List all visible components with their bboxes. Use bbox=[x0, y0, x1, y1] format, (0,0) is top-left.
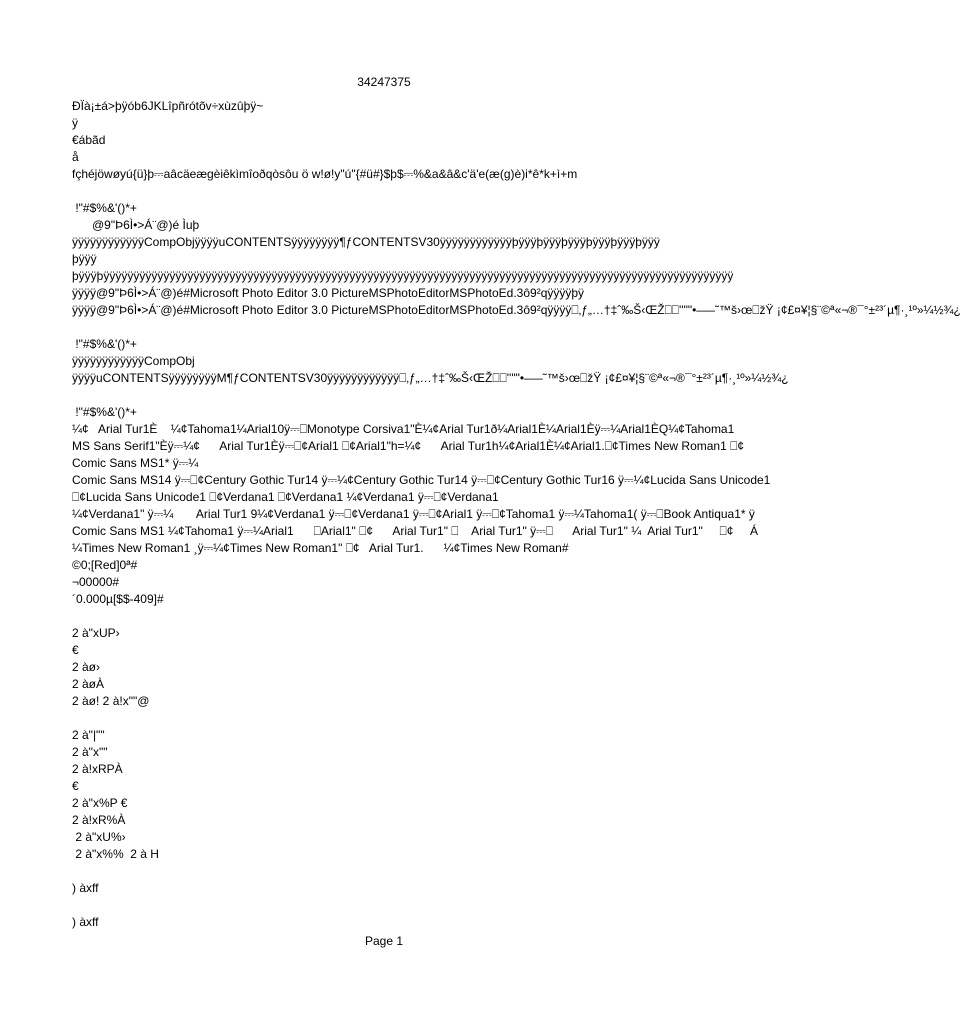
text-line: ¼Times New Roman1 ¸ÿ⎓¼¢Times New Roman1" ⎕¢ Arial Tur1. ¼¢Times New Roman# bbox=[72, 541, 569, 555]
text-line: 2 à!xR%À bbox=[72, 813, 126, 827]
blank-line bbox=[72, 319, 768, 336]
blank-line bbox=[72, 608, 768, 625]
text-line: 2 àø! 2 à!x""@ bbox=[72, 694, 150, 708]
text-line: ¬00000# bbox=[72, 575, 120, 589]
text-line: 2 àøÀ bbox=[72, 677, 105, 691]
blank-line bbox=[72, 183, 768, 200]
text-line: !"#$%&'()*+ bbox=[72, 201, 137, 215]
text-line: ¼¢ Arial Tur1È ¼¢Tahoma1¼Arial10ÿ⎓⎕Monotype Corsiva1"È¼¢Arial Tur1ð¼Arial1È¼Arial1Èÿ⎓¼Arial1ÈQ¼¢Tahoma1 bbox=[72, 422, 735, 436]
text-line: 2 à"x"" bbox=[72, 745, 108, 759]
text-line: þÿÿÿ bbox=[72, 252, 97, 266]
blank-line bbox=[72, 387, 768, 404]
text-line: å bbox=[72, 150, 79, 164]
text-line: 2 à"|"" bbox=[72, 728, 105, 742]
text-line: ÿÿÿÿ@9"Þ6Ì•>Á¨@)é#Microsoft Photo Editor 3.0 PictureMSPhotoEditorMSPhotoEd.3ô9²qÿÿÿÿ⎕‚ƒ„…†‡ˆ‰Š‹ŒŽ⎕⎕''""•–—˜™š›œ⎕žŸ ¡¢£¤¥¦§¨©ª«¬®¯°±²³´µ¶·¸¹º»¼½¾¿ bbox=[72, 303, 961, 317]
text-line: 2 à"xU%› bbox=[72, 830, 126, 844]
blank-line bbox=[72, 863, 768, 880]
text-line: Comic Sans MS14 ÿ⎓⎕¢Century Gothic Tur14 ÿ⎓¼¢Century Gothic Tur14 ÿ⎓⎕¢Century Gothic Tur16 ÿ⎓¼¢Lucida Sans Unicode1 bbox=[72, 473, 771, 487]
text-line: € bbox=[72, 643, 79, 657]
text-line: ⎕¢Lucida Sans Unicode1 ⎕¢Verdana1 ⎕¢Verdana1 ¼¢Verdana1 ÿ⎓⎕¢Verdana1 bbox=[72, 490, 499, 504]
page-header: 34247375 bbox=[357, 75, 411, 89]
text-line: !"#$%&'()*+ bbox=[72, 405, 137, 419]
text-line: ÿ bbox=[72, 116, 78, 130]
text-line: € bbox=[72, 779, 79, 793]
text-line: Comic Sans MS1* ÿ⎓¼ bbox=[72, 456, 199, 470]
text-line: !"#$%&'()*+ bbox=[72, 337, 137, 351]
text-line: ) àxff bbox=[72, 915, 99, 929]
text-line: 2 à"xUP› bbox=[72, 626, 120, 640]
document-body bbox=[72, 98, 961, 931]
text-line: 2 àø› bbox=[72, 660, 101, 674]
text-line: 2 à"x%% 2 à H bbox=[72, 847, 159, 861]
text-line: MS Sans Serif1"Èÿ⎓¼¢ Arial Tur1Èÿ⎓⎕¢Arial1 ⎕¢Arial1"h=¼¢ Arial Tur1h¼¢Arial1È¼¢Arial1.⎕¢Times New Roman1 ⎕¢ bbox=[72, 439, 744, 453]
text-line: ) àxff bbox=[72, 881, 99, 895]
text-line: ÿÿÿÿuCONTENTSÿÿÿÿÿÿÿÿM¶ƒCONTENTSV30ÿÿÿÿÿÿÿÿÿÿÿÿ⎕‚ƒ„…†‡ˆ‰Š‹ŒŽ⎕⎕''""•–—˜™š›œ⎕žŸ ¡¢£¤¥¦§¨©ª«¬®¯°±²³´µ¶·¸¹º»¼½¾¿ bbox=[72, 371, 789, 385]
blank-line bbox=[72, 710, 768, 727]
text-line: €ábãd bbox=[72, 133, 106, 147]
text-line: @9"Þ6Ì•>Á¨@)é Ìuþ bbox=[72, 218, 200, 232]
text-line: ÿÿÿÿÿÿÿÿÿÿÿÿCompObjÿÿÿÿuCONTENTSÿÿÿÿÿÿÿÿ¶ƒCONTENTSV30ÿÿÿÿÿÿÿÿÿÿÿÿþÿÿÿþÿÿÿþÿÿÿþÿÿÿþÿÿÿþÿÿÿ bbox=[72, 235, 660, 249]
text-line: ÿÿÿÿ@9"Þ6Ì•>Á¨@)é#Microsoft Photo Editor 3.0 PictureMSPhotoEditorMSPhotoEd.3ô9²qÿÿÿÿþÿ bbox=[72, 286, 585, 300]
text-line: ´0.000µ[$$-409]# bbox=[72, 592, 164, 606]
text-line: þÿÿÿþÿÿÿÿÿÿÿÿÿÿÿÿÿÿÿÿÿÿÿÿÿÿÿÿÿÿÿÿÿÿÿÿÿÿÿÿÿÿÿÿÿÿÿÿÿÿÿÿÿÿÿÿÿÿÿÿÿÿÿÿÿÿÿÿÿÿÿÿÿÿÿÿÿÿÿÿÿÿÿÿÿÿÿÿÿÿÿÿÿÿÿÿÿÿÿÿÿÿÿÿÿÿÿÿÿ bbox=[72, 269, 734, 283]
text-line: ¼¢Verdana1" ÿ⎓¼ Arial Tur1 9¼¢Verdana1 ÿ⎓⎕¢Verdana1 ÿ⎓⎕¢Arial1 ÿ⎓⎕¢Tahoma1 ÿ⎓¼Tahoma1( ÿ⎓⎕Book Antiqua1* ÿ bbox=[72, 507, 755, 521]
page-footer: Page 1 bbox=[364, 934, 404, 948]
blank-line bbox=[72, 897, 768, 914]
text-line: 2 à"x%P € bbox=[72, 796, 128, 810]
text-line: Comic Sans MS1 ¼¢Tahoma1 ÿ⎓¼Arial1 ⎕Arial1" ⎕¢ Arial Tur1" ⎕ Arial Tur1" ÿ⎓⎕ Arial Tur1" ¼ Arial Tur1" ⎕¢ Á bbox=[72, 524, 759, 538]
text-line: ÿÿÿÿÿÿÿÿÿÿÿÿCompObj bbox=[72, 354, 195, 368]
text-line: ©0;[Red]0ª# bbox=[72, 558, 138, 572]
text-line: ÐÏà¡±á>þÿób6JKLîpñrótõv÷xùzûþÿ~ bbox=[72, 99, 264, 113]
text-line: fçhéjöwøyú{ü}þ⎓aâcäeægèiêkìmîoðqòsôu ö w!ø!y"ú"{#ü#}$þ$⎓%&a&â&c'ä'e(æ(g)è)i*ê*k+ì+m bbox=[72, 167, 578, 181]
text-line: 2 à!xRPÀ bbox=[72, 762, 123, 776]
